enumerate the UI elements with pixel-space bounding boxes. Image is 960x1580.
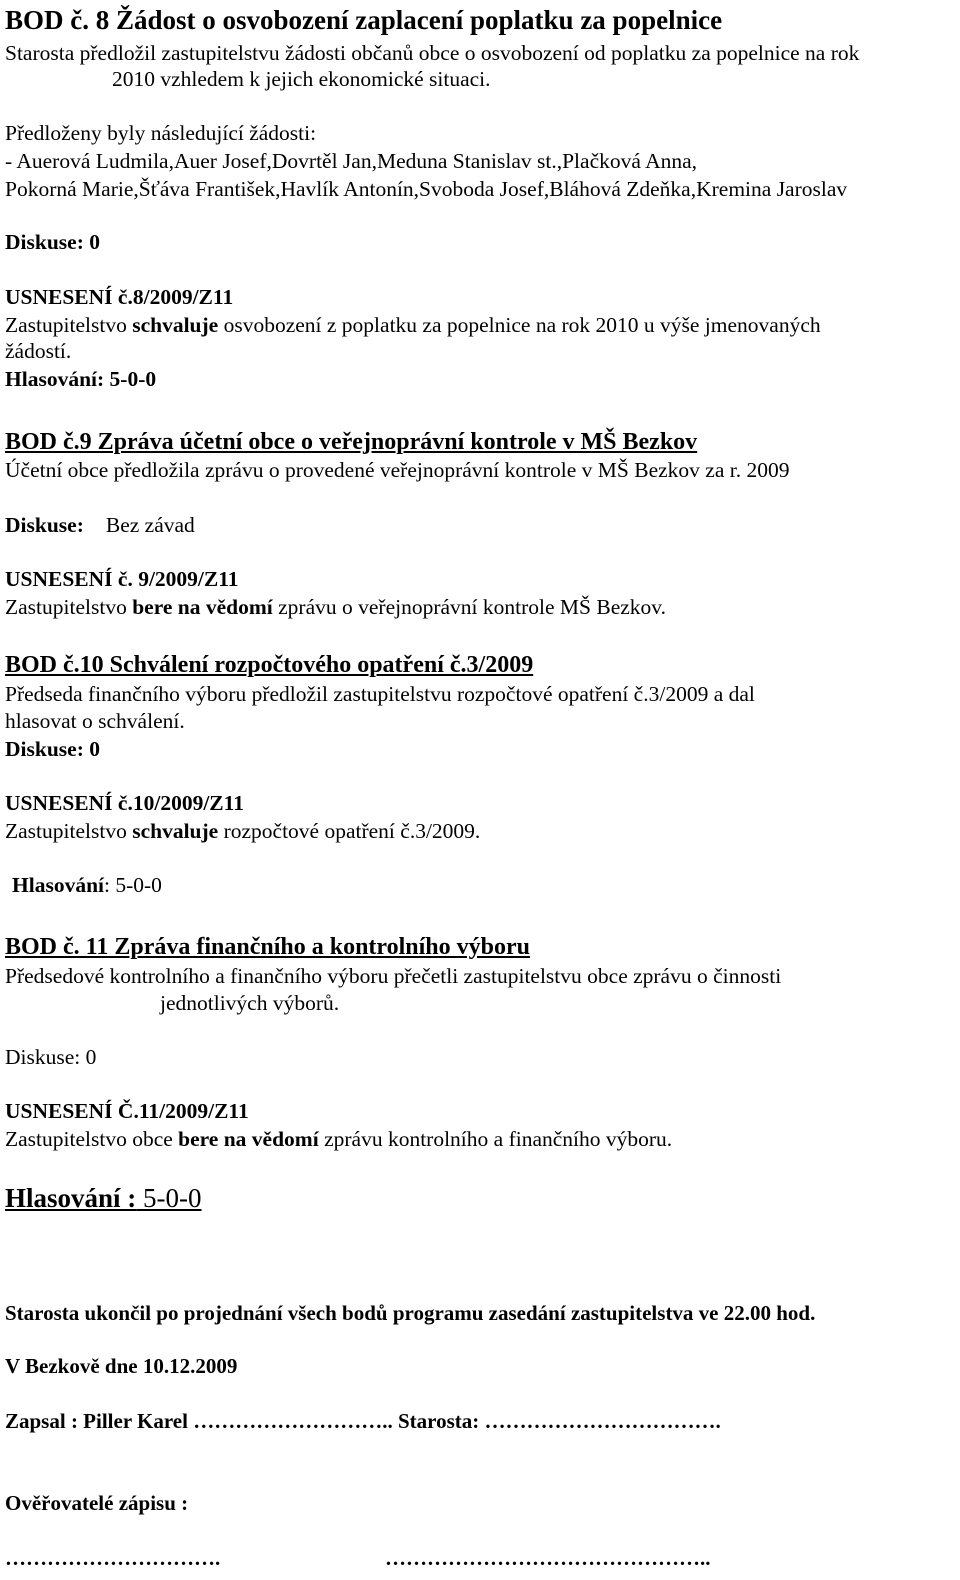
item-11-resolution-rest: zprávu kontrolního a finančního výboru. <box>318 1127 673 1151</box>
item-10-resolution-label <box>5 790 244 816</box>
verifiers-label: Ověřovatelé zápisu : <box>5 1491 189 1515</box>
item-8-resolution-subject: Zastupitelstvo <box>5 313 133 337</box>
verifier-signature-line-2: ……………………………………….. <box>385 1546 711 1570</box>
item-11-intro-line-2: jednotlivých výborů. <box>160 991 340 1015</box>
verifier-signature-line-1: …………………………. <box>5 1546 221 1570</box>
item-10-intro-line-1: Předseda finančního výboru předložil zastupitelstvu rozpočtové opatření č.3/2009 a dal <box>5 682 755 706</box>
item-8-title: BOD č. 8 Žádost o osvobození zaplacení poplatku za popelnice <box>5 5 723 35</box>
item-10-vote-label: Hlasování <box>12 873 104 897</box>
closing-statement: Starosta ukončil po projednání všech bodů programu zasedání zastupitelstva ve 22.00 hod. <box>5 1301 816 1325</box>
item-9-resolution-label: USNESENÍ č. 9/2009/Z11 <box>5 567 239 591</box>
recorder-signature-line: Zapsal : Piller Karel ……………………….. Starosta: ……………………………. <box>5 1409 721 1433</box>
item-8-discussion-label: Diskuse: <box>5 230 84 254</box>
item-10-vote <box>12 872 162 898</box>
item-8-resolution-rest: osvobození z poplatku za popelnice na rok 2010 u výše jmenovaných <box>218 313 821 337</box>
item-10-resolution-number: 10/2009/Z11 <box>132 791 244 815</box>
item-11-vote <box>5 1182 202 1214</box>
item-8-intro-line-2: 2010 vzhledem k jejich ekonomické situaci. <box>112 67 491 91</box>
item-11-discussion: Diskuse: 0 <box>5 1045 97 1069</box>
item-11-resolution-text <box>5 1126 672 1152</box>
item-10-title: BOD č.10 Schválení rozpočtového opatření č.3/2009 <box>5 652 534 678</box>
item-11-resolution-verb: bere na vědomí <box>178 1127 319 1151</box>
item-8-intro-line-1: Starosta předložil zastupitelstvu žádosti občanů obce o osvobození od poplatku za popelnice na rok <box>5 41 860 65</box>
item-8-resolution-prefix: USNESENÍ č. <box>5 285 133 309</box>
item-11-intro-line-1: Předsedové kontrolního a finančního výboru přečetli zastupitelstvu obce zprávu o činnosti <box>5 964 782 988</box>
item-9-resolution-verb: bere na vědomí <box>132 595 273 619</box>
item-8-resolution-label <box>5 284 233 310</box>
item-8-resolution-number: 8/2009/Z11 <box>132 285 234 309</box>
item-11-resolution-label: USNESENÍ Č.11/2009/Z11 <box>5 1099 249 1123</box>
item-11-title: BOD č. 11 Zpráva finančního a kontrolního výboru <box>5 934 530 960</box>
item-9-resolution-subject: Zastupitelstvo <box>5 595 133 619</box>
item-8-resolution-verb: schvaluje <box>132 313 219 337</box>
item-10-resolution-subject: Zastupitelstvo <box>5 819 133 843</box>
item-8-discussion-value: 0 <box>89 230 100 254</box>
item-9-discussion <box>5 512 195 538</box>
item-9-resolution-text <box>5 594 666 620</box>
item-9-title: BOD č.9 Zpráva účetní obce o veřejnoprávní kontrole v MŠ Bezkov <box>5 429 698 455</box>
item-10-discussion: Diskuse: 0 <box>5 737 100 761</box>
item-9-intro: Účetní obce předložila zprávu o provedené veřejnoprávní kontrole v MŠ Bezkov za r. 2009 <box>5 458 790 482</box>
item-10-vote-value: : 5-0-0 <box>104 873 162 897</box>
item-8-resolution-line-2: žádostí. <box>5 339 72 363</box>
item-11-vote-value: 5-0-0 <box>136 1183 202 1213</box>
item-10-intro-line-2: hlasovat o schválení. <box>5 709 185 733</box>
item-9-discussion-label: Diskuse: <box>5 513 84 537</box>
item-11-vote-label: Hlasování : <box>5 1183 137 1213</box>
item-8-discussion <box>5 229 100 255</box>
item-8-requests-line-1: - Auerová Ludmila,Auer Josef,Dovrtěl Jan,Meduna Stanislav st.,Plačková Anna, <box>5 149 698 173</box>
item-10-resolution-rest: rozpočtové opatření č.3/2009. <box>218 819 481 843</box>
item-8-requests-line-2: Pokorná Marie,Šťáva František,Havlík Antonín,Svoboda Josef,Bláhová Zdeňka,Kremina Jaroslav <box>5 177 848 201</box>
item-10-resolution-verb: schvaluje <box>132 819 219 843</box>
item-8-vote: Hlasování: 5-0-0 <box>5 367 157 391</box>
item-10-resolution-prefix: USNESENÍ č. <box>5 791 133 815</box>
item-10-resolution-text <box>5 818 480 844</box>
item-9-resolution-rest: zprávu o veřejnoprávní kontrole MŠ Bezkov. <box>272 595 667 619</box>
item-9-discussion-value: Bez závad <box>105 513 195 537</box>
item-8-requests-heading: Předloženy byly následující žádosti: <box>5 121 317 145</box>
item-11-resolution-subject: Zastupitelstvo obce <box>5 1127 179 1151</box>
item-8-resolution-text <box>5 312 821 338</box>
closing-date: V Bezkově dne 10.12.2009 <box>5 1354 238 1378</box>
